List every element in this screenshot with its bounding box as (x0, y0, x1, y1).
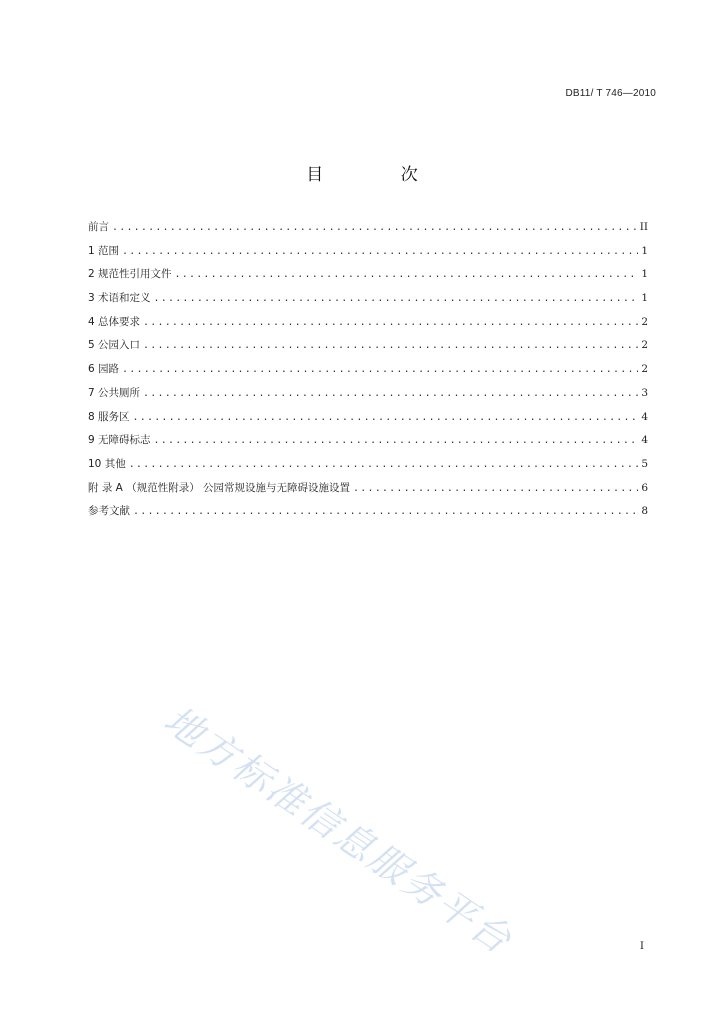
toc-entry-page: 4 (641, 410, 648, 423)
toc-entry-page: 8 (641, 505, 648, 518)
toc-leader-dots (143, 340, 638, 351)
toc-entry-page: 1 (641, 244, 648, 257)
toc-entry-page: 2 (641, 339, 648, 352)
toc-entry-label: 10 其他 (88, 457, 126, 470)
toc-leader-dots (143, 388, 638, 399)
toc-leader-dots (133, 506, 638, 517)
table-of-contents (88, 219, 648, 527)
toc-entry-7[interactable] (88, 385, 648, 409)
toc-entry-4[interactable] (88, 314, 648, 338)
toc-leader-dots (175, 269, 639, 280)
toc-entry-references[interactable] (88, 503, 648, 527)
toc-entry-page: 5 (641, 457, 648, 470)
toc-leader-dots (112, 222, 637, 233)
toc-entry-label: 7 公共厕所 (88, 386, 141, 399)
toc-leader-dots (154, 293, 639, 304)
toc-entry-label: 4 总体要求 (88, 315, 141, 328)
toc-entry-label: 前言 (88, 221, 109, 233)
toc-entry-appendix-a[interactable] (88, 480, 648, 504)
toc-entry-label: 1 范围 (88, 244, 120, 257)
toc-entry-label: 参考文献 (88, 505, 130, 518)
toc-entry-page: 6 (641, 481, 648, 494)
document-code: DB11/ T 746—2010 (565, 88, 656, 99)
toc-entry-10[interactable] (88, 456, 648, 480)
toc-entry-preface[interactable] (88, 219, 648, 243)
toc-entry-label: 8 服务区 (88, 410, 130, 423)
toc-entry-label: 3 术语和定义 (88, 292, 151, 305)
toc-entry-9[interactable] (88, 432, 648, 456)
toc-entry-page: 4 (641, 434, 648, 447)
page-number: I (639, 940, 644, 952)
toc-leader-dots (154, 435, 639, 446)
page-title: 目 次 (306, 165, 454, 185)
toc-entry-label: 6 园路 (88, 363, 120, 376)
toc-entry-5[interactable] (88, 337, 648, 361)
toc-leader-dots (133, 412, 639, 423)
toc-entry-page: 2 (641, 315, 648, 328)
toc-leader-dots (129, 459, 639, 470)
toc-leader-dots (353, 483, 638, 494)
toc-entry-label: 附 录 A （规范性附录） 公园常规设施与无障碍设施设置 (88, 481, 351, 494)
toc-leader-dots (122, 364, 638, 375)
toc-entry-page: II (639, 221, 648, 233)
toc-entry-label: 9 无障碍标志 (88, 434, 151, 447)
toc-entry-2[interactable] (88, 266, 648, 290)
toc-entry-6[interactable] (88, 361, 648, 385)
toc-entry-label: 5 公园入口 (88, 339, 141, 352)
toc-entry-page: 3 (641, 386, 648, 399)
toc-entry-page: 1 (641, 292, 648, 305)
toc-entry-page: 2 (641, 363, 648, 376)
toc-entry-8[interactable] (88, 409, 648, 433)
watermark: 地方标准信息服务平台 (156, 697, 521, 964)
toc-leader-dots (143, 317, 638, 328)
toc-entry-label: 2 规范性引用文件 (88, 268, 172, 281)
toc-entry-1[interactable] (88, 243, 648, 267)
toc-entry-3[interactable] (88, 290, 648, 314)
toc-entry-page: 1 (641, 268, 648, 281)
toc-leader-dots (122, 246, 638, 257)
